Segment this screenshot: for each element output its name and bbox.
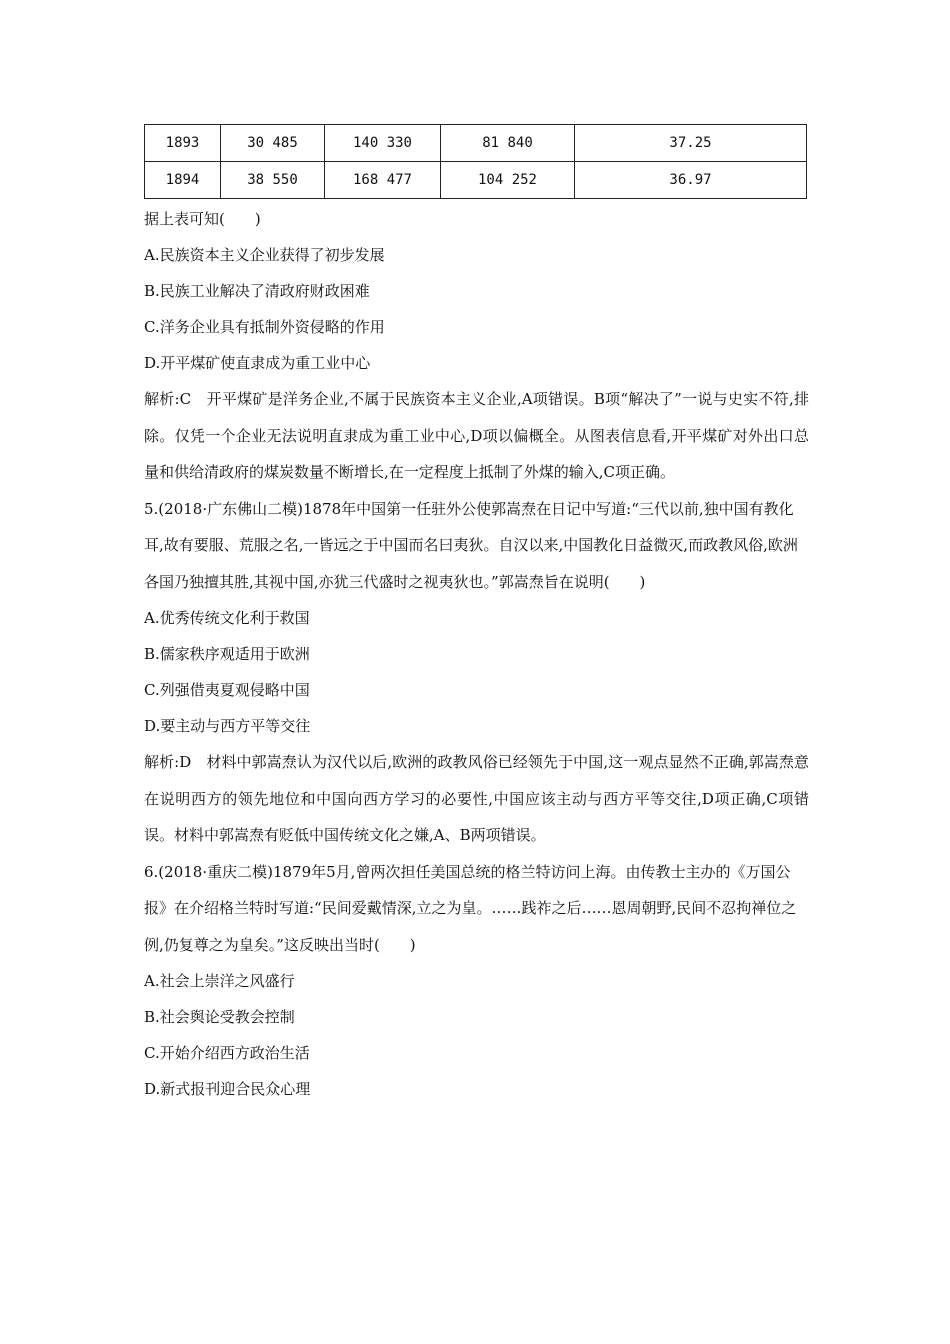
- question-6-option-b: B.社会舆论受教会控制: [144, 1008, 295, 1026]
- question-6-option-d: D.新式报刊迎合民众心理: [144, 1080, 311, 1098]
- table-cell: 36.97: [575, 162, 807, 199]
- question-4-option-c: C.洋务企业具有抵制外资侵略的作用: [144, 318, 385, 336]
- question-4-prompt: 据上表可知( ): [144, 210, 261, 228]
- table-cell: 38 550: [221, 162, 325, 199]
- question-4-analysis: 解析:C 开平煤矿是洋务企业,不属于民族资本主义企业,A项错误。B项“解决了”一说与史实不符,排除。仅凭一个企业无法说明直隶成为重工业中心,D项以偏概全。从图表信息看,开平煤矿对外出口总量和供给清政府的煤炭数量不断增长,在一定程度上抵制了外煤的输入,C项正确。: [144, 390, 809, 481]
- question-5-option-d: D.要主动与西方平等交往: [144, 717, 311, 735]
- table-cell: 1894: [145, 162, 221, 199]
- coal-data-table: [144, 124, 807, 199]
- table-cell: 81 840: [441, 125, 575, 162]
- question-6-option-a: A.社会上崇洋之风盛行: [144, 972, 295, 990]
- table-row: [145, 125, 807, 162]
- table-cell: 168 477: [325, 162, 441, 199]
- question-4-option-a: A.民族资本主义企业获得了初步发展: [144, 246, 385, 264]
- table-cell: 37.25: [575, 125, 807, 162]
- question-5-stem: 5.(2018·广东佛山二模)1878年中国第一任驻外公使郭嵩焘在日记中写道:“三代以前,独中国有教化耳,故有要服、荒服之名,一皆远之于中国而名曰夷狄。自汉以来,中国教化日益微灭,而政教风俗,欧洲各国乃独擅其胜,其视中国,亦犹三代盛时之视夷狄也。”郭嵩焘旨在说明( ): [144, 499, 798, 591]
- question-5-analysis: 解析:D 材料中郭嵩焘认为汉代以后,欧洲的政教风俗已经领先于中国,这一观点显然不正确,郭嵩焘意在说明西方的领先地位和中国向西方学习的必要性,中国应该主动与西方平等交往,D项正确,C项错误。材料中郭嵩焘有贬低中国传统文化之嫌,A、B两项错误。: [144, 753, 809, 844]
- question-4-option-b: B.民族工业解决了清政府财政困难: [144, 282, 370, 300]
- question-5-option-a: A.优秀传统文化利于救国: [144, 609, 310, 627]
- table-row: [145, 162, 807, 199]
- table-cell: 104 252: [441, 162, 575, 199]
- table-cell: 1893: [145, 125, 221, 162]
- question-6-stem: 6.(2018·重庆二模)1879年5月,曾两次担任美国总统的格兰特访问上海。由传教士主办的《万国公报》在介绍格兰特时写道:“民间爱戴情深,立之为皇。……践祚之后……恩周朝野,民间不忍拘禅位之例,仍复尊之为皇矣。”这反映出当时( ): [144, 862, 797, 954]
- table-cell: 30 485: [221, 125, 325, 162]
- question-6-option-c: C.开始介绍西方政治生活: [144, 1044, 310, 1062]
- table-cell: 140 330: [325, 125, 441, 162]
- question-4-option-d: D.开平煤矿使直隶成为重工业中心: [144, 354, 371, 372]
- question-content: [144, 201, 809, 1107]
- question-5-option-b: B.儒家秩序观适用于欧洲: [144, 645, 310, 663]
- question-5-option-c: C.列强借夷夏观侵略中国: [144, 681, 310, 699]
